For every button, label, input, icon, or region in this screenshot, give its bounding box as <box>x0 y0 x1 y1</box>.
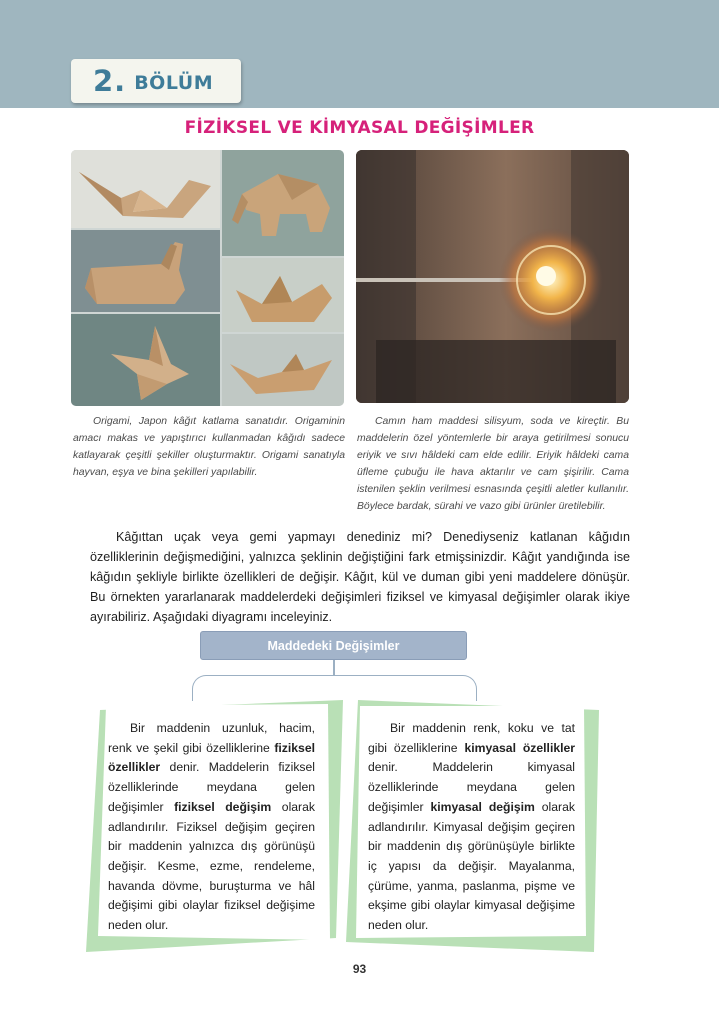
diagram-header: Maddedeki Değişimler <box>200 631 467 660</box>
origami-photo-collage <box>71 150 344 406</box>
physical-change-text: Bir maddenin uzunluk, hacim, renk ve şekil gibi özelliklerine fiziksel özellikler denir. Maddelerin fiziksel özelliklerinde meydana gelen değişimler fiziksel değişim olarak adlandırılır. Fiziksel değişim geçiren bir maddenin yalnızca dış görünüşü değişir. Kesme, ezme, rendeleme, havanda dövme, buruşturma ve hâl değişimi gibi olaylar fiziksel değişime neden olur. <box>108 721 315 933</box>
physical-change-term: fiziksel değişim <box>174 799 272 814</box>
diagram-connector-stem <box>333 660 335 675</box>
origami-bird-photo <box>222 334 344 406</box>
glassblowing-photo <box>356 150 629 403</box>
glass-caption: Camın ham maddesi silisyum, soda ve kireçtir. Bu maddelerin özel yöntemlerle bir araya getirilmesi sonucu eriyik ve sıvı hâldeki cam elde edilir. Eriyik hâldeki cama üfleme çubuğu ile hava aktarılır ve cam şişirilir. Cama istenilen şeklin verilmesi esnasında çeşitli aletler kullanılır. Böylece bardak, sürahi ve vazo gibi ürünler üretilebilir. <box>357 416 629 512</box>
chapter-word: BÖLÜM <box>134 72 214 94</box>
origami-butterfly-photo <box>71 314 220 406</box>
chemical-properties-term: kimyasal özellikler <box>464 740 576 755</box>
physical-properties-term: fiziksel özellikler <box>108 740 315 775</box>
chapter-label <box>71 59 241 103</box>
diagram-connector <box>192 675 477 701</box>
chemical-change-text: Bir maddenin renk, koku ve tat gibi özelliklerine kimyasal özellikler denir. Maddelerin kimyasal özelliklerinde meydana gelen değişimler kimyasal değişim olarak adlandırılır. Kimyasal değişim geçiren bir maddenin dış görünüşüyle birlikte iç yapısı da değişir. Mayalanma, çürüme, yanma, paslanma, pişme ve ekşime gibi olaylar kimyasal değişime neden olur. <box>368 721 576 933</box>
chemical-change-card <box>346 700 599 952</box>
page-number: 93 <box>352 962 367 976</box>
body-paragraph: Kâğıttan uçak veya gemi yapmayı denediniz mi? Denediyseniz katlanan kâğıdın özelliklerinin değişmediğini, yalnızca şeklinin değiştiğini fark etmişsinizdir. Kâğıt yandığında ise kâğıdın şekliyle birlikte özellikleri de değişir. Kâğıt, kül ve duman gibi yeni maddelere dönüşür. Bu örnekten yararlanarak maddelerdeki değişimleri fiziksel ve kimyasal değişimler olarak ikiye ayırabiliriz. Aşağıdaki diyagramı inceleyiniz. <box>90 530 630 624</box>
origami-crane-photo <box>71 150 220 228</box>
origami-caption: Origami, Japon kâğıt katlama sanatıdır. Origaminin amacı makas ve yapıştırıcı kullanmadan kâğıdı sadece katlayarak çeşitli şekiller oluşturmaktır. Origami sanatıyla hayvan, eşya ve bina şekilleri yapılabilir. <box>73 416 345 478</box>
physical-change-card <box>86 700 343 952</box>
origami-boat-photo <box>222 258 344 332</box>
chemical-change-term: kimyasal değişim <box>430 799 535 814</box>
origami-rabbit-photo <box>71 230 220 312</box>
origami-elephant-photo <box>222 150 344 256</box>
chapter-number: 2. <box>93 64 127 98</box>
page-title: FİZİKSEL VE KİMYASAL DEĞİŞİMLER <box>184 118 535 138</box>
